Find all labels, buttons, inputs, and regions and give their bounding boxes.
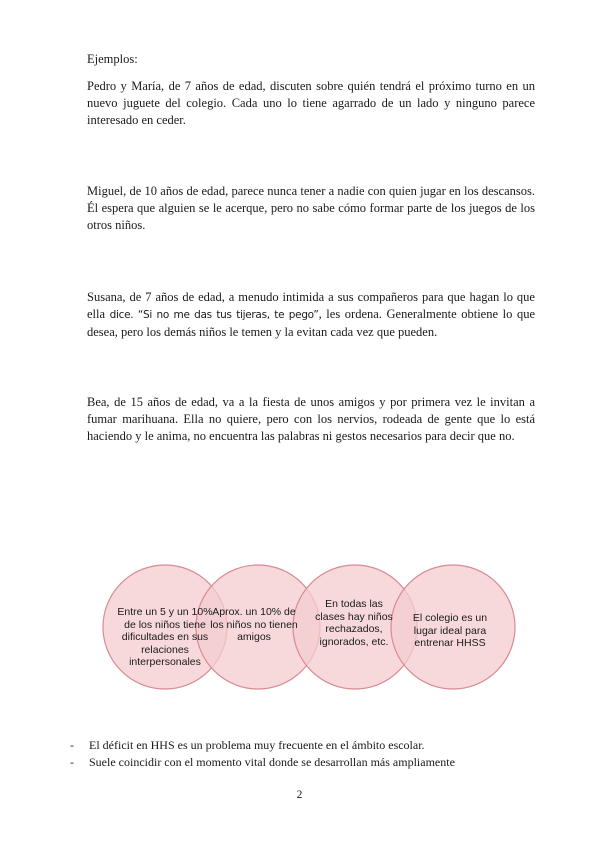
example-paragraph-susana	[87, 289, 535, 341]
section-heading: Ejemplos:	[87, 52, 138, 66]
circle-text-3: En todas las clases hay niños rechazados, ignorados, etc.	[315, 598, 393, 648]
circle-text-2: Aprox. un 10% de los niños no tienen amigos	[210, 606, 298, 643]
bullet-list	[70, 737, 540, 771]
bullet-item	[70, 737, 540, 754]
susana-quote: “Si no me das tus tijeras, te pego”	[137, 309, 319, 321]
susana-text-before: Susana, de 7 años de edad, a menudo intimida a sus compañeros para que hagan lo que ella	[87, 290, 535, 321]
circle-text-4: El colegio es un lugar ideal para entrenar HHSS	[412, 612, 488, 649]
bullet-item	[70, 754, 540, 771]
susana-dice: dice.	[109, 309, 134, 321]
bullet-dash: -	[70, 738, 74, 752]
page-number: 2	[296, 789, 303, 801]
example-paragraph-pedro-maria: Pedro y María, de 7 años de edad, discuten sobre quién tendrá el próximo turno en un nuevo juguete del colegio. Cada uno lo tiene agarrado de un lado y ninguno parece interesado en ceder.	[87, 79, 535, 127]
bullet-dash: -	[70, 755, 74, 769]
bullet-text: Suele coincidir con el momento vital donde se desarrollan más ampliamente	[89, 755, 455, 769]
bullet-text: El déficit en HHS es un problema muy frecuente en el ámbito escolar.	[89, 738, 425, 752]
circle-text-1: Entre un 5 y un 10% de los niños tiene dificultades en sus relaciones interpersonales	[117, 606, 213, 668]
venn-circles-diagram	[93, 562, 525, 692]
susana-text-after: , les ordena. Generalmente obtiene lo que desea, pero los demás niños le temen y la evitan cada vez que pueden.	[87, 307, 536, 339]
example-paragraph-bea: Bea, de 15 años de edad, va a la fiesta de unos amigos y por primera vez le invitan a fumar marihuana. Ella no quiere, pero con los nervios, rodeada de gente que lo está haciendo y le anima, no encuentra las palabras ni gestos necesarios para decir que no.	[87, 395, 535, 443]
example-paragraph-miguel: Miguel, de 10 años de edad, parece nunca tener a nadie con quien jugar en los descansos. Él espera que alguien se le acerque, pero no sabe cómo formar parte de los juegos de los otros niños.	[87, 184, 535, 232]
